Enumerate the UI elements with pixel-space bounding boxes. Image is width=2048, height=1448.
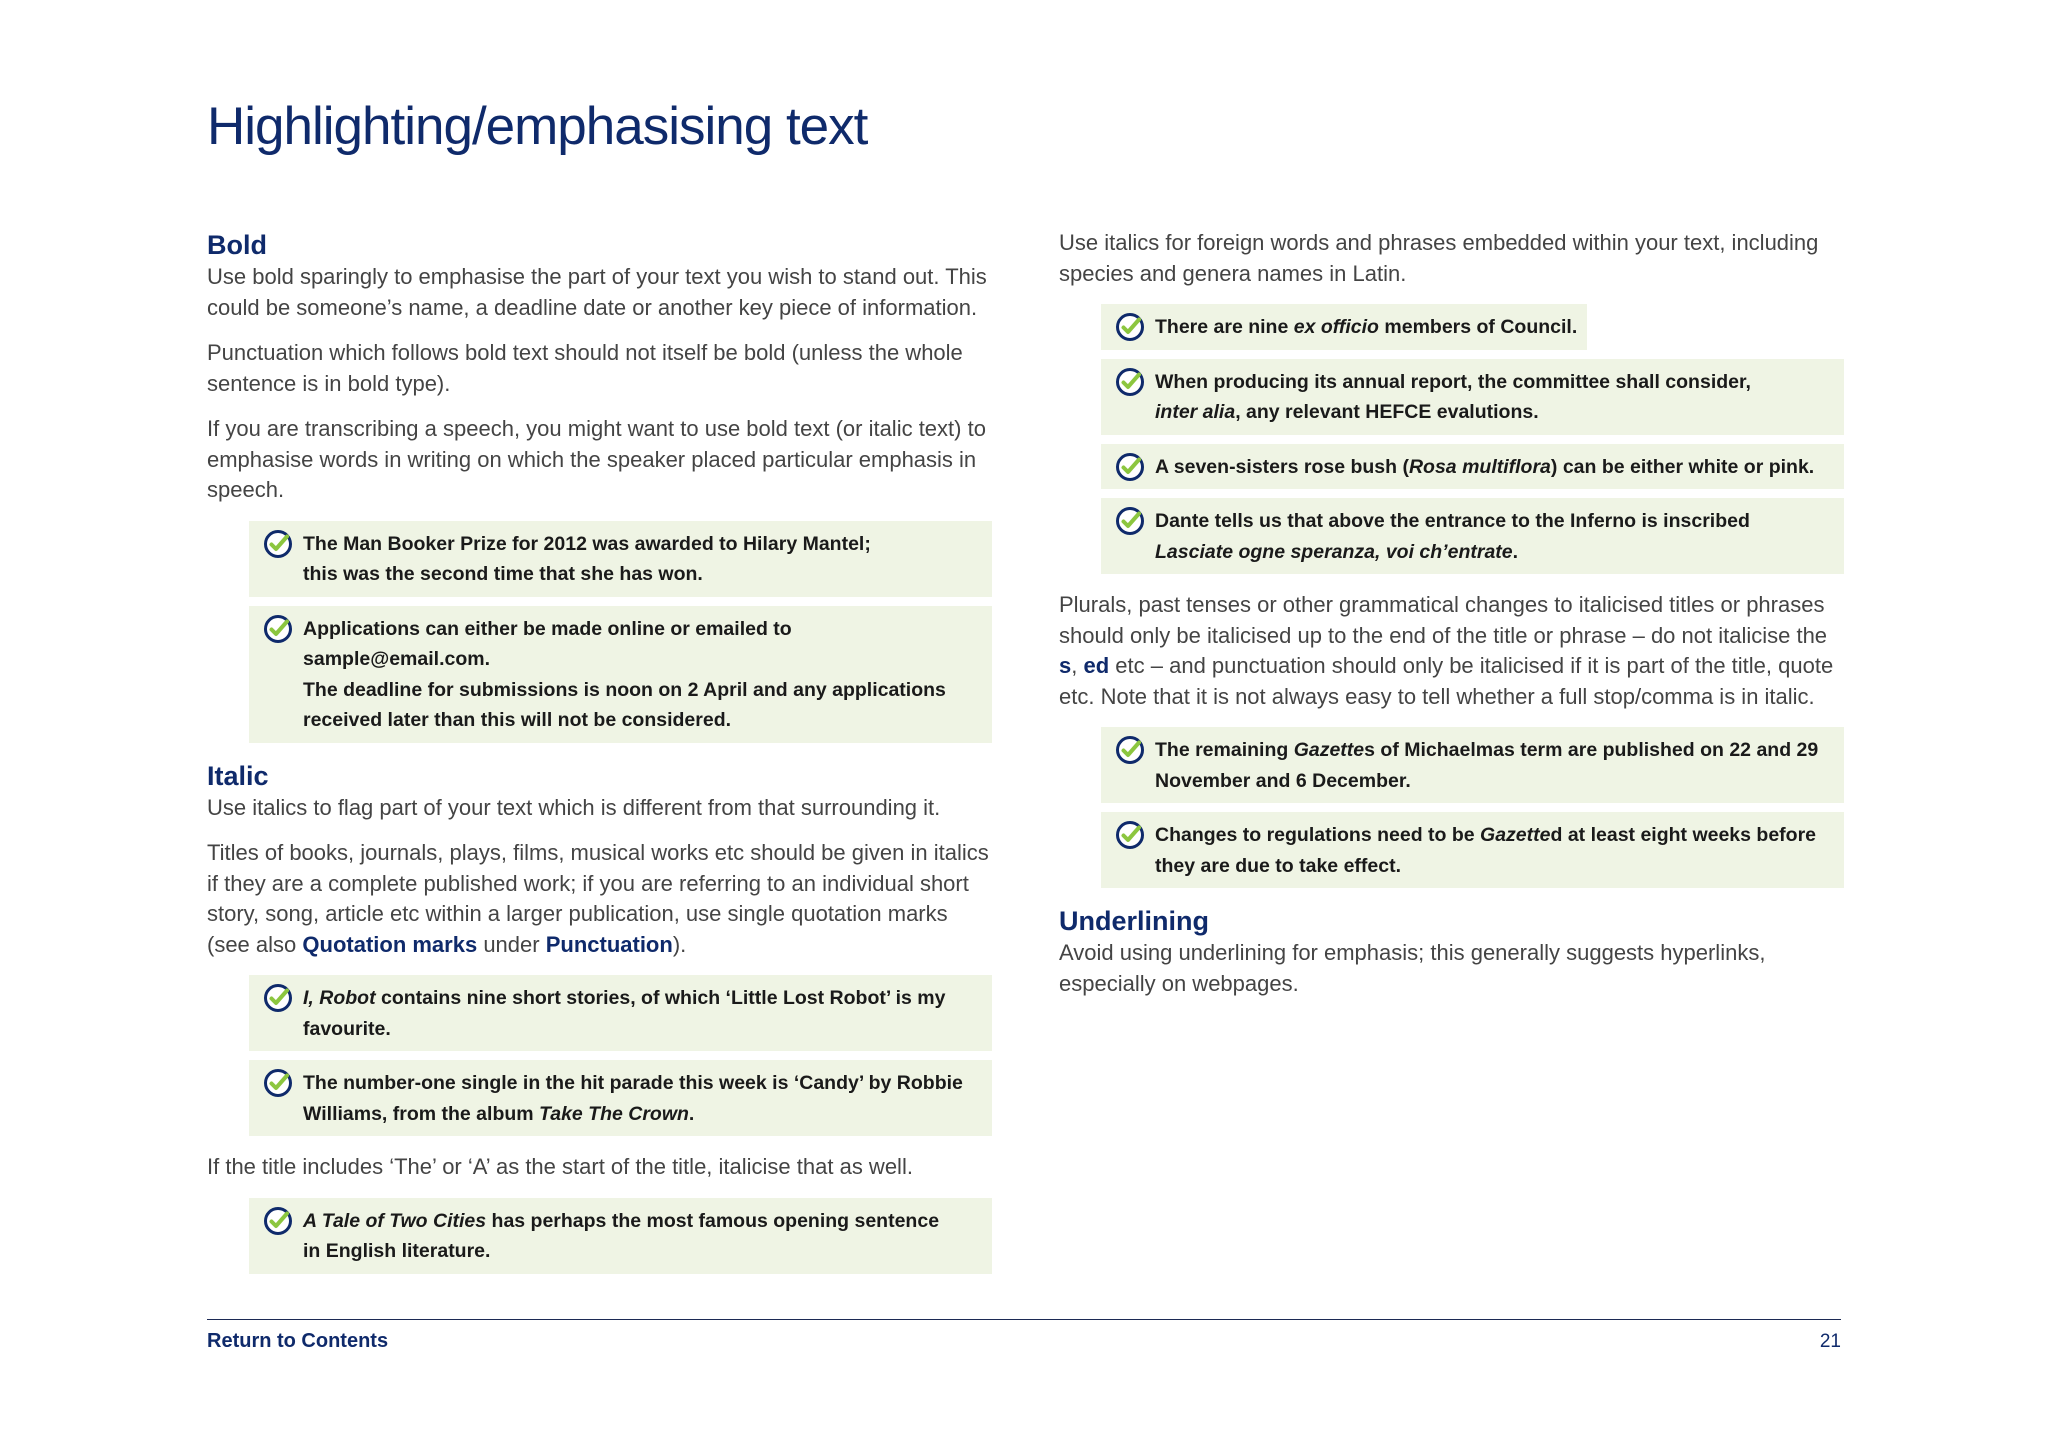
- right-column: [1059, 228, 1844, 1014]
- check-circle-icon: [263, 1206, 293, 1236]
- quotation-marks-link[interactable]: Quotation marks: [302, 931, 478, 957]
- check-circle-icon: [1115, 312, 1145, 342]
- example-text: When producing its annual report, the committee shall consider, inter alia, any relevant HEFCE evalutions.: [1155, 370, 1751, 423]
- check-circle-icon: [263, 983, 293, 1013]
- section-heading-bold: Bold: [207, 230, 267, 260]
- paragraph: Titles of books, journals, plays, films, musical works etc should be given in italics if they are a complete published work; if you are referring to an individual short story, song, article etc within a larger publication, use single quotation marks (see also Quotation marks under Punctuation).: [207, 840, 989, 957]
- paragraph: If the title includes ‘The’ or ‘A’ as the start of the title, italicise that as well.: [207, 1154, 913, 1179]
- example-box: [249, 521, 992, 597]
- example-text: I, Robot contains nine short stories, of which ‘Little Lost Robot’ is my favourite.: [303, 987, 946, 1040]
- example-box: [1101, 304, 1587, 350]
- example-text: The remaining Gazettes of Michaelmas term are published on 22 and 29 November and 6 December.: [1155, 739, 1819, 792]
- example-text: A Tale of Two Cities has perhaps the most famous opening sentence in English literature.: [303, 1209, 940, 1262]
- page-title: Highlighting/emphasising text: [207, 97, 868, 156]
- example-list: [1101, 304, 1844, 574]
- check-circle-icon: [263, 529, 293, 559]
- paragraph: If you are transcribing a speech, you might want to use bold text (or italic text) to emphasise words in writing on which the speaker placed particular emphasis in speech.: [207, 416, 986, 502]
- check-circle-icon: [1115, 367, 1145, 397]
- footer-divider: [207, 1319, 1841, 1320]
- example-list: [249, 975, 992, 1136]
- example-box: [1101, 444, 1844, 490]
- example-text: There are nine ex officio members of Council.: [1155, 316, 1578, 338]
- check-circle-icon: [1115, 506, 1145, 536]
- punctuation-link[interactable]: Punctuation: [545, 931, 673, 957]
- paragraph: Plurals, past tenses or other grammatical changes to italicised titles or phrases should only be italicised up to the end of the title or phrase – do not italicise the s, ed etc – and punctuation should only be italicised if it is part of the title, quote etc. Note that it is not always easy to tell whether a full stop/comma is in italic.: [1059, 592, 1834, 709]
- example-text: Changes to regulations need to be Gazetted at least eight weeks before they are due to take effect.: [1155, 824, 1817, 877]
- page-number: 21: [1819, 1331, 1841, 1352]
- example-box: [1101, 727, 1844, 803]
- paragraph: Use italics to flag part of your text which is different from that surrounding it.: [207, 794, 941, 820]
- check-circle-icon: [1115, 820, 1145, 850]
- example-text: A seven-sisters rose bush (Rosa multiflora) can be either white or pink.: [1155, 455, 1815, 478]
- example-box: [1101, 812, 1844, 888]
- section-heading-italic: Italic: [207, 760, 269, 791]
- example-box: [249, 606, 992, 743]
- example-list: [249, 521, 992, 743]
- paragraph: Punctuation which follows bold text should not itself be bold (unless the whole sentence is in bold type).: [207, 340, 963, 396]
- example-box: [1101, 359, 1844, 435]
- return-to-contents-link[interactable]: Return to Contents: [207, 1330, 389, 1352]
- example-text: The number-one single in the hit parade this week is ‘Candy’ by Robbie Williams, from the album Take The Crown.: [303, 1072, 963, 1125]
- example-list: [249, 1198, 992, 1274]
- left-column: [207, 228, 992, 1290]
- paragraph: Use italics for foreign words and phrases embedded within your text, including species and genera names in Latin.: [1059, 230, 1819, 286]
- check-circle-icon: [1115, 735, 1145, 765]
- example-text: Dante tells us that above the entrance to the Inferno is inscribed Lasciate ogne speranza, voi ch’entrate.: [1155, 510, 1750, 563]
- example-box: [1101, 498, 1844, 574]
- example-box: [249, 1198, 992, 1274]
- check-circle-icon: [263, 1068, 293, 1098]
- example-text: The Man Booker Prize for 2012 was awarded to Hilary Mantel; this was the second time that she has won.: [303, 532, 871, 585]
- example-list: [1101, 727, 1844, 888]
- example-box: [249, 1060, 992, 1136]
- example-text: Applications can either be made online or emailed to sample@email.com. The deadline for submissions is noon on 2 April and any applications received later than this will not be considered.: [303, 617, 946, 731]
- check-circle-icon: [1115, 452, 1145, 482]
- paragraph: Avoid using underlining for emphasis; this generally suggests hyperlinks, especially on webpages.: [1059, 940, 1766, 996]
- section-heading-underlining: Underlining: [1059, 906, 1209, 936]
- example-box: [249, 975, 992, 1051]
- paragraph: Use bold sparingly to emphasise the part of your text you wish to stand out. This could be someone’s name, a deadline date or another key piece of information.: [207, 264, 987, 320]
- check-circle-icon: [263, 614, 293, 644]
